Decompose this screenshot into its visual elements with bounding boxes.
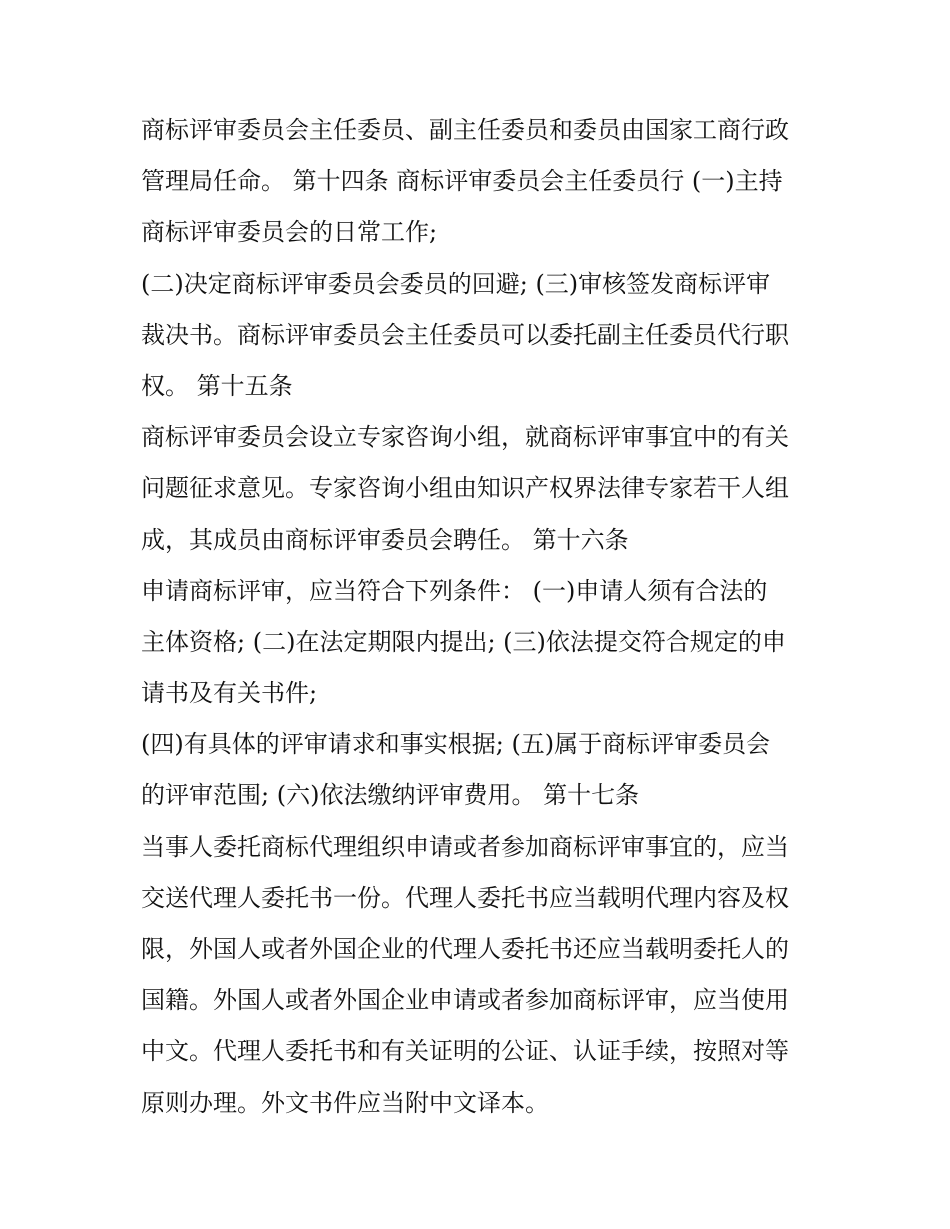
document-body xyxy=(141,105,821,1129)
text-line: 商标评审委员会主任委员、副主任委员和委员由国家工商行政 xyxy=(141,116,789,144)
text-line: (四)有具体的评审请求和事实根据; (五)属于商标评审委员会 xyxy=(141,730,771,759)
text-line: 请书及有关书件; xyxy=(141,679,318,708)
text-line: 管理局任命。 第十四条 商标评审委员会主任委员行 (一)主持 xyxy=(141,167,783,196)
text-line: 国籍。外国人或者外国企业申请或者参加商标评审，应当使用 xyxy=(141,986,789,1015)
text-line: 裁决书。商标评审委员会主任委员可以委托副主任委员代行职 xyxy=(141,320,789,349)
text-line: 原则办理。外文书件应当附中文译本。 xyxy=(141,1088,549,1117)
text-line: 当事人委托商标代理组织申请或者参加商标评审事宜的，应当 xyxy=(141,832,789,861)
text-line: 限，外国人或者外国企业的代理人委托书还应当载明委托人的 xyxy=(141,935,789,963)
text-line: 交送代理人委托书一份。代理人委托书应当载明代理内容及权 xyxy=(141,883,789,912)
text-line: 问题征求意见。专家咨询小组由知识产权界法律专家若干人组 xyxy=(141,474,789,503)
text-line: 权。 第十五条 xyxy=(141,371,293,400)
text-line: 中文。代理人委托书和有关证明的公证、认证手续，按照对等 xyxy=(141,1037,789,1066)
text-line: 的评审范围; (六)依法缴纳评审费用。 第十七条 xyxy=(141,781,640,810)
text-line: 商标评审委员会的日常工作; xyxy=(141,218,438,247)
text-line: (二)决定商标评审委员会委员的回避; (三)审核签发商标评审 xyxy=(141,269,771,298)
text-line: 申请商标评审，应当符合下列条件： (一)申请人须有合法的 xyxy=(141,576,768,605)
text-line: 成，其成员由商标评审委员会聘任。 第十六条 xyxy=(141,525,629,554)
text-line: 主体资格; (二)在法定期限内提出; (三)依法提交符合规定的申 xyxy=(141,627,786,656)
text-line: 商标评审委员会设立专家咨询小组，就商标评审事宜中的有关 xyxy=(141,423,789,452)
